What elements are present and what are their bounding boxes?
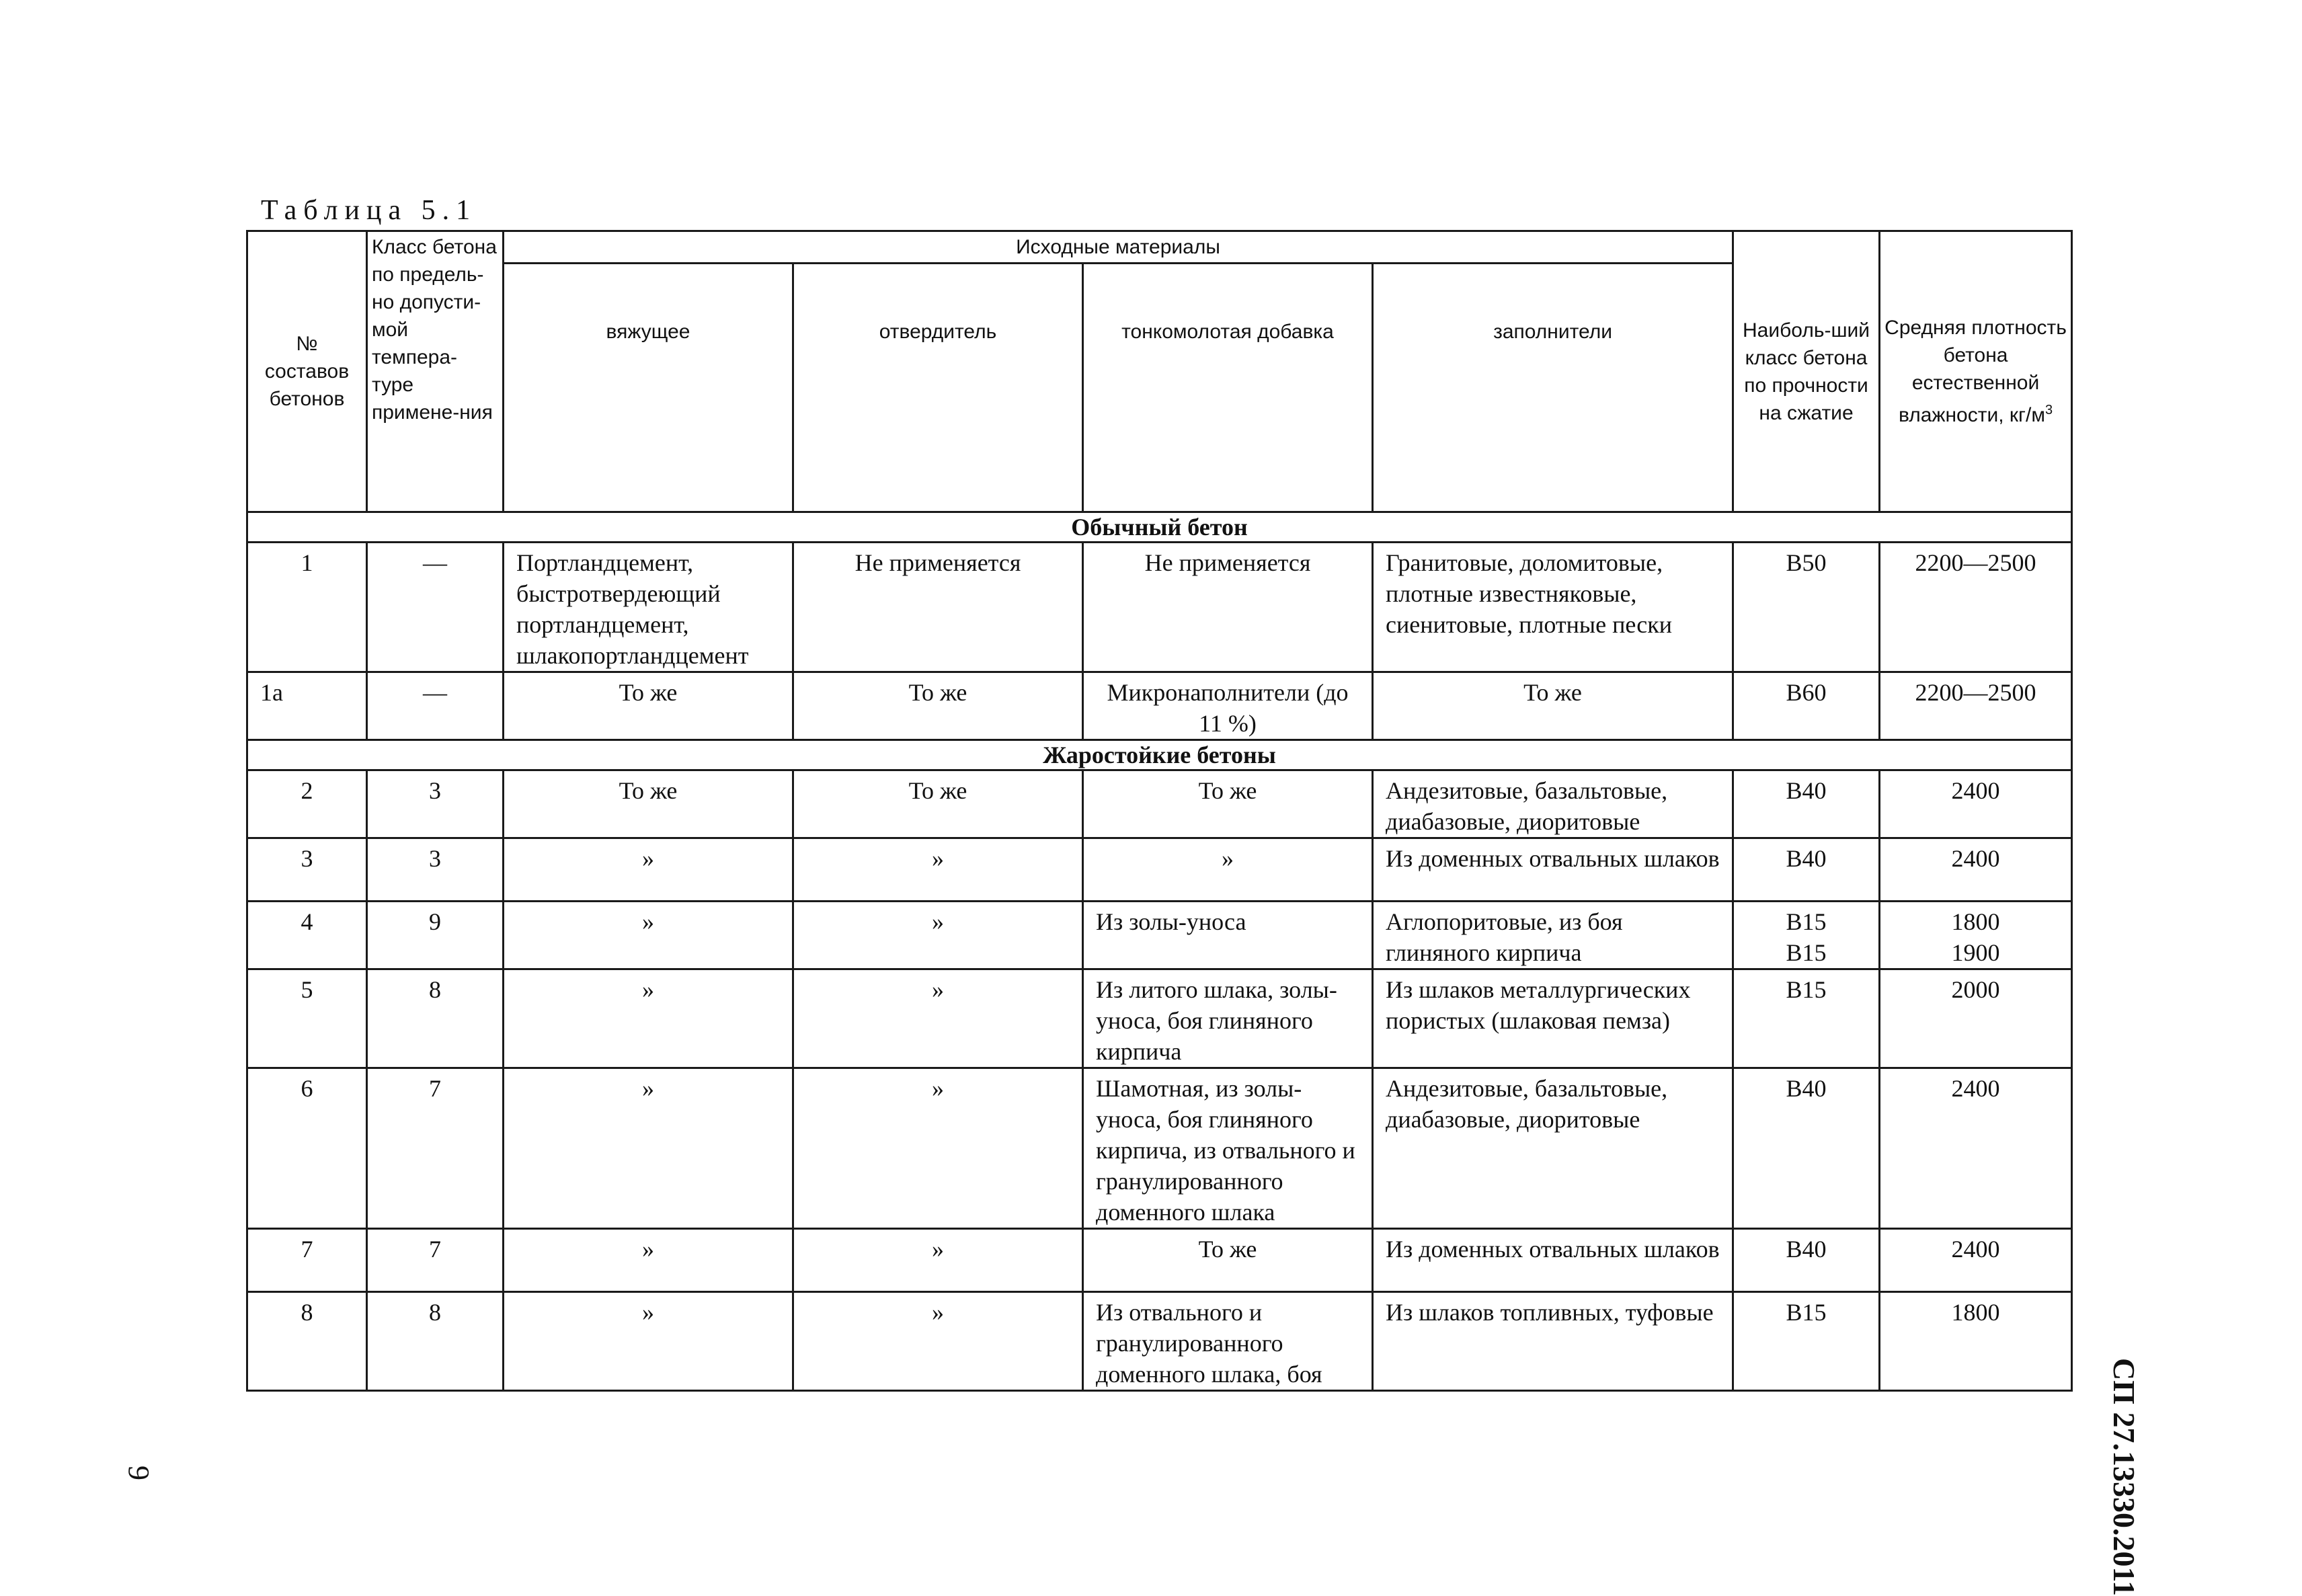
- header-hardener: отвердитель: [793, 264, 1083, 512]
- cell-strength: В15: [1733, 1292, 1880, 1391]
- table-row: [247, 543, 2072, 672]
- cell-additive: Шамотная, из золы-уноса, боя глиняного кирпича, из отвального и гранулированного доменного шлака: [1083, 1068, 1373, 1229]
- cell-number: 2: [247, 770, 367, 838]
- section-ordinary-concrete: Обычный бетон: [247, 512, 2072, 543]
- cell-class: 8: [367, 969, 504, 1068]
- cell-strength: В15: [1733, 969, 1880, 1068]
- header-temperature-class: Класс бетона по предель-но допусти-мой темпера-туре примене-ния: [367, 231, 504, 512]
- cell-hardener: То же: [793, 770, 1083, 838]
- document-code: СП 27.13330.2011: [2107, 1358, 2141, 1596]
- cell-binder: »: [504, 969, 793, 1068]
- cell-binder: »: [504, 1292, 793, 1391]
- header-average-density: [1880, 231, 2072, 512]
- header-density-unit-exponent: 3: [2045, 403, 2053, 417]
- cell-class: 7: [367, 1068, 504, 1229]
- cell-number: 1а: [247, 672, 367, 740]
- header-max-strength-class: Наиболь-ший класс бетона по прочности на сжатие: [1733, 231, 1880, 512]
- cell-fillers: Из доменных отвальных шлаков: [1373, 1229, 1733, 1292]
- cell-class: 8: [367, 1292, 504, 1391]
- header-binder: вяжущее: [504, 264, 793, 512]
- cell-hardener: »: [793, 838, 1083, 902]
- cell-density: 2400: [1880, 1068, 2072, 1229]
- cell-strength: В40: [1733, 838, 1880, 902]
- cell-binder: »: [504, 902, 793, 969]
- header-composition-number: № составов бетонов: [247, 231, 367, 512]
- cell-class: —: [367, 543, 504, 672]
- cell-density: 2400: [1880, 838, 2072, 902]
- cell-additive: То же: [1083, 1229, 1373, 1292]
- cell-additive: Из золы-уноса: [1083, 902, 1373, 969]
- cell-hardener: »: [793, 1292, 1083, 1391]
- cell-fillers: То же: [1373, 672, 1733, 740]
- materials-table: [246, 230, 2073, 1392]
- cell-strength: В40: [1733, 1068, 1880, 1229]
- cell-hardener: Не применяется: [793, 543, 1083, 672]
- cell-additive: Из отвального и гранулированного доменного шлака, боя: [1083, 1292, 1373, 1391]
- cell-density: 1800: [1880, 1292, 2072, 1391]
- cell-additive: Не применяется: [1083, 543, 1373, 672]
- cell-density: 2200—2500: [1880, 672, 2072, 740]
- cell-binder: То же: [504, 672, 793, 740]
- cell-fillers: Из доменных отвальных шлаков: [1373, 838, 1733, 902]
- table-row: [247, 1229, 2072, 1292]
- table-row: [247, 969, 2072, 1068]
- cell-fillers: Гранитовые, доломитовые, плотные известняковые, сиенитовые, плотные пески: [1373, 543, 1733, 672]
- cell-fillers: Из шлаков металлургических пористых (шлаковая пемза): [1373, 969, 1733, 1068]
- cell-number: 3: [247, 838, 367, 902]
- cell-additive: »: [1083, 838, 1373, 902]
- cell-hardener: »: [793, 902, 1083, 969]
- cell-binder: Портландцемент, быстротвердеющий портландцемент, шлакопортландцемент: [504, 543, 793, 672]
- header-fillers: заполнители: [1373, 264, 1733, 512]
- header-density-text: Средняя плотность бетона естественной влажности, кг/м: [1884, 317, 2067, 426]
- cell-class: 9: [367, 902, 504, 969]
- table-caption: Таблица 5.1: [261, 195, 477, 226]
- cell-class: 3: [367, 770, 504, 838]
- cell-binder: »: [504, 838, 793, 902]
- table-row: [247, 1292, 2072, 1391]
- cell-number: 4: [247, 902, 367, 969]
- cell-class: 7: [367, 1229, 504, 1292]
- header-fine-additive: тонкомолотая добавка: [1083, 264, 1373, 512]
- cell-density: 1800 1900: [1880, 902, 2072, 969]
- cell-fillers: Андезитовые, базальтовые, диабазовые, диоритовые: [1373, 770, 1733, 838]
- cell-strength: В50: [1733, 543, 1880, 672]
- cell-strength: В15 В15: [1733, 902, 1880, 969]
- table-row: [247, 902, 2072, 969]
- cell-binder: То же: [504, 770, 793, 838]
- cell-hardener: То же: [793, 672, 1083, 740]
- cell-number: 1: [247, 543, 367, 672]
- cell-binder: »: [504, 1068, 793, 1229]
- cell-binder: »: [504, 1229, 793, 1292]
- cell-hardener: »: [793, 1229, 1083, 1292]
- cell-additive: Из литого шлака, золы-уноса, боя глиняного кирпича: [1083, 969, 1373, 1068]
- cell-density: 2400: [1880, 1229, 2072, 1292]
- table-row: [247, 1068, 2072, 1229]
- table-row: [247, 770, 2072, 838]
- table-row: [247, 672, 2072, 740]
- cell-density: 2200—2500: [1880, 543, 2072, 672]
- cell-strength: В60: [1733, 672, 1880, 740]
- cell-additive: Микронаполнители (до 11 %): [1083, 672, 1373, 740]
- cell-additive: То же: [1083, 770, 1373, 838]
- cell-number: 5: [247, 969, 367, 1068]
- cell-hardener: »: [793, 969, 1083, 1068]
- table-row: [247, 838, 2072, 902]
- cell-fillers: Из шлаков топливных, туфовые: [1373, 1292, 1733, 1391]
- header-source-materials: Исходные материалы: [504, 231, 1733, 264]
- cell-fillers: Андезитовые, базальтовые, диабазовые, диоритовые: [1373, 1068, 1733, 1229]
- cell-fillers: Аглопоритовые, из боя глиняного кирпича: [1373, 902, 1733, 969]
- cell-class: —: [367, 672, 504, 740]
- cell-class: 3: [367, 838, 504, 902]
- section-heat-resistant-concrete: Жаростойкие бетоны: [247, 740, 2072, 770]
- cell-strength: В40: [1733, 770, 1880, 838]
- cell-number: 7: [247, 1229, 367, 1292]
- page-number: 9: [122, 1466, 155, 1480]
- cell-density: 2000: [1880, 969, 2072, 1068]
- cell-strength: В40: [1733, 1229, 1880, 1292]
- cell-number: 6: [247, 1068, 367, 1229]
- cell-number: 8: [247, 1292, 367, 1391]
- cell-density: 2400: [1880, 770, 2072, 838]
- cell-hardener: »: [793, 1068, 1083, 1229]
